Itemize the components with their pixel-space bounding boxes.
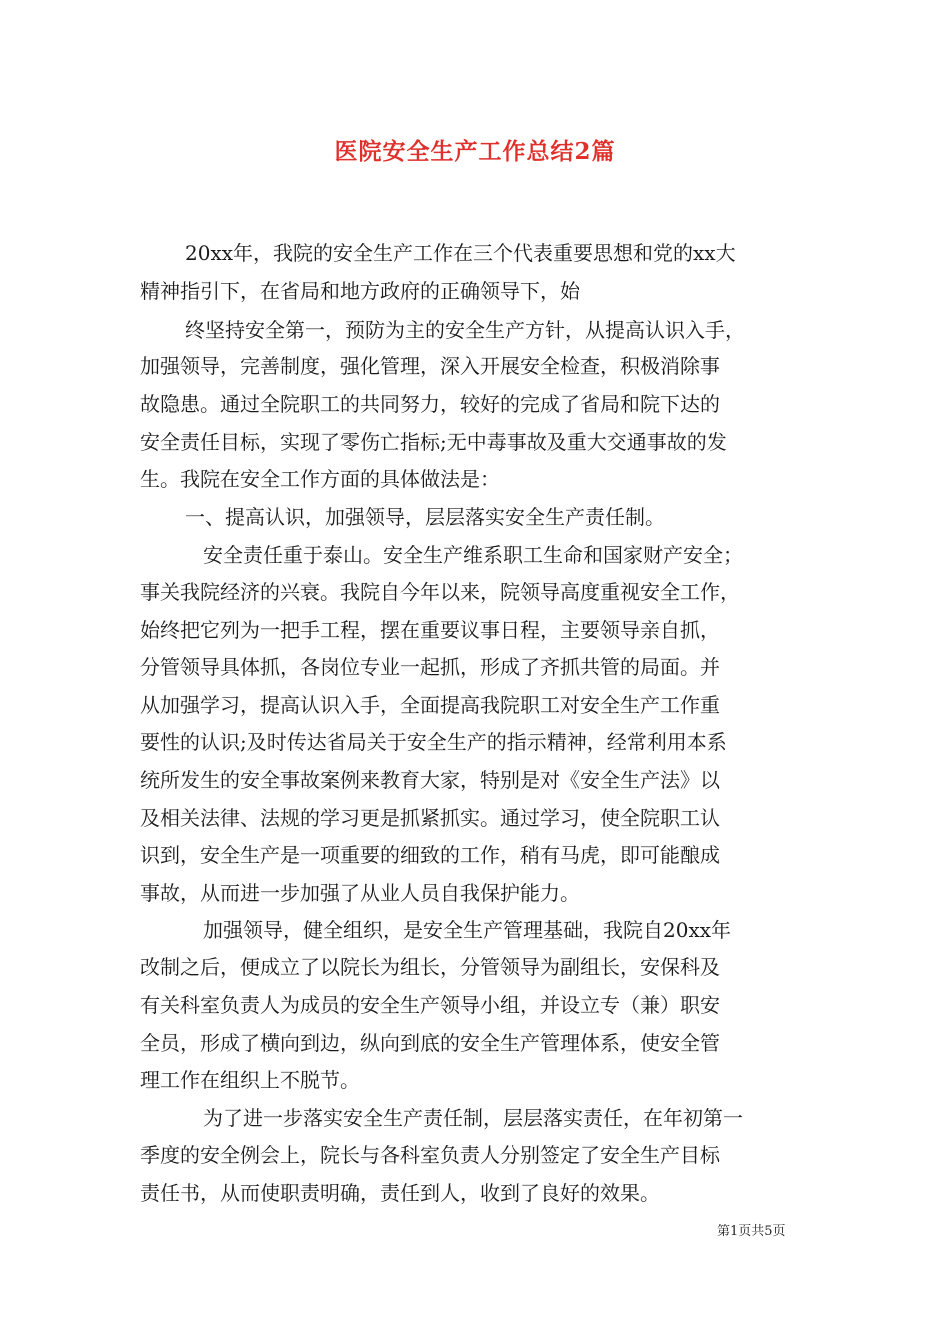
text-line: 识到，安全生产是一项重要的细致的工作，稍有马虎，即可能酿成 xyxy=(140,843,720,867)
text-line: 从加强学习，提高认识入手，全面提高我院职工对安全生产工作重 xyxy=(140,693,720,717)
text-line: 20xx年，我院的安全生产工作在三个代表重要思想和党的xx大 xyxy=(185,241,736,265)
text-line: 生。我院在安全工作方面的具体做法是： xyxy=(140,467,500,491)
text-line: 全员，形成了横向到边，纵向到底的安全生产管理体系，使安全管 xyxy=(140,1031,720,1055)
text-line: 始终把它列为一把手工程，摆在重要议事日程，主要领导亲自抓， xyxy=(140,618,720,642)
text-line: 事关我院经济的兴衰。我院自今年以来，院领导高度重视安全工作， xyxy=(140,580,740,604)
text-line: 分管领导具体抓，各岗位专业一起抓，形成了齐抓共管的局面。并 xyxy=(140,655,720,679)
text-line: 责任书，从而使职责明确，责任到人，收到了良好的效果。 xyxy=(140,1181,660,1205)
text-line: 统所发生的安全事故案例来教育大家，特别是对《安全生产法》以 xyxy=(140,768,720,792)
page-title: 医院安全生产工作总结2篇 xyxy=(334,138,616,165)
text-line: 及相关法律、法规的学习更是抓紧抓实。通过学习，使全院职工认 xyxy=(140,806,720,830)
text-line: 为了进一步落实安全生产责任制，层层落实责任，在年初第一 xyxy=(203,1106,743,1130)
text-line: 安全责任目标，实现了零伤亡指标;无中毒事故及重大交通事故的发 xyxy=(140,430,727,454)
text-line: 加强领导，健全组织，是安全生产管理基础，我院自20xx年 xyxy=(203,918,732,942)
page-number: 第1页共5页 xyxy=(717,1224,786,1239)
text-line: 终坚持安全第一，预防为主的安全生产方针，从提高认识入手， xyxy=(185,318,745,342)
text-line: 有关科室负责人为成员的安全生产领导小组，并设立专（兼）职安 xyxy=(140,993,720,1017)
text-line: 事故，从而进一步加强了从业人员自我保护能力。 xyxy=(140,881,580,905)
text-line: 安全责任重于泰山。安全生产维系职工生命和国家财产安全； xyxy=(203,543,743,567)
text-line: 理工作在组织上不脱节。 xyxy=(140,1068,360,1092)
text-line: 改制之后，便成立了以院长为组长，分管领导为副组长，安保科及 xyxy=(140,955,720,979)
text-line: 季度的安全例会上，院长与各科室负责人分别签定了安全生产目标 xyxy=(140,1143,720,1167)
text-line: 要性的认识;及时传达省局关于安全生产的指示精神，经常利用本系 xyxy=(140,730,727,754)
text-line: 精神指引下，在省局和地方政府的正确领导下，始 xyxy=(140,279,580,303)
section-heading: 一、提高认识，加强领导，层层落实安全生产责任制。 xyxy=(185,505,665,529)
text-line: 故隐患。通过全院职工的共同努力，较好的完成了省局和院下达的 xyxy=(140,392,720,416)
text-line: 加强领导，完善制度，强化管理，深入开展安全检查，积极消除事 xyxy=(140,354,720,378)
